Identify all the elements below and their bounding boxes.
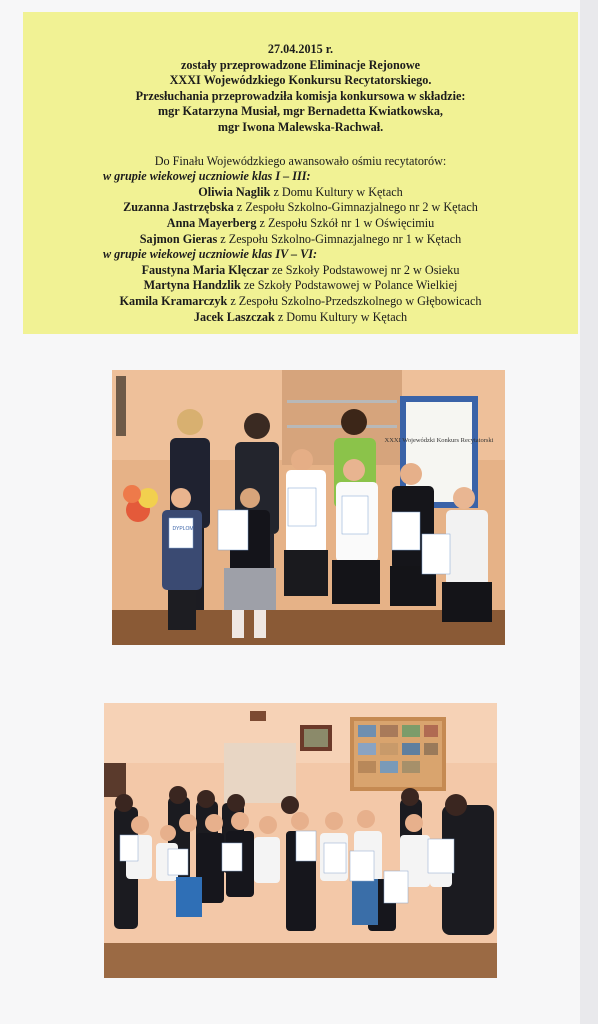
- finalist-school: z Zespołu Szkolno-Gimnazjalnego nr 2 w Kętach: [233, 200, 478, 215]
- finalist-name: Sajmon Gieras: [139, 231, 218, 246]
- finalist-school: ze Szkoły Podstawowej w Polance Wielkiej: [240, 278, 458, 293]
- announcement-date: 27.04.2015 r.: [267, 42, 334, 56]
- banner-text: XXXI Wojewódzki Konkurs Recytatorski: [384, 437, 494, 444]
- finalists-intro: Do Finału Wojewódzkiego awansowało ośmiu recytatorów:: [154, 153, 447, 168]
- finalist-school: z Domu Kultury w Kętach: [270, 184, 403, 199]
- group1-title: w grupie wiekowej uczniowie klas I – III:: [103, 169, 311, 184]
- finalist-school: z Zespołu Szkolno-Gimnazjalnego nr 1 w Kętach: [217, 231, 462, 246]
- finalist-row: [29, 216, 572, 232]
- intro-line-5: mgr Iwona Malewska-Rachwał.: [217, 119, 384, 134]
- finalist-school: z Zespołu Szkolno-Przedszkolnego w Głębowicach: [227, 293, 482, 308]
- finalist-name: Jacek Laszczak: [193, 309, 275, 324]
- group-photo: [104, 703, 497, 978]
- finalist-row: [29, 278, 572, 294]
- group2-title: w grupie wiekowej uczniowie klas IV – VI:: [103, 247, 318, 262]
- ceremony-photo: [112, 370, 505, 645]
- finalist-row: [29, 263, 572, 279]
- finalist-school: z Domu Kultury w Kętach: [274, 309, 408, 324]
- finalist-school: z Zespołu Szkół nr 1 w Oświęcimiu: [256, 215, 435, 230]
- announcement-box: [23, 12, 578, 334]
- finalist-row: [29, 232, 572, 248]
- finalist-row: [29, 310, 572, 326]
- finalist-name: Zuzanna Jastrzębska: [123, 200, 234, 215]
- finalist-row: [29, 185, 572, 201]
- page-edge: [580, 0, 598, 1024]
- finalist-name: Oliwia Naglik: [198, 184, 271, 199]
- intro-line-3: Przesłuchania przeprowadziła komisja konkursowa w składzie:: [135, 88, 466, 103]
- intro-line-1: zostały przeprowadzone Eliminacje Rejonowe: [180, 57, 421, 72]
- finalist-school: ze Szkoły Podstawowej nr 2 w Osieku: [268, 262, 460, 277]
- diploma-label: DYPLOM: [172, 526, 194, 532]
- finalist-row: [29, 294, 572, 310]
- intro-line-2: XXXI Wojewódzkiego Konkursu Recytatorskiego.: [169, 73, 432, 88]
- finalist-name: Kamila Kramarczyk: [119, 293, 228, 308]
- finalist-row: [29, 200, 572, 216]
- finalist-name: Martyna Handzlik: [143, 278, 241, 293]
- finalist-name: Anna Mayerberg: [166, 215, 257, 230]
- intro-line-4: mgr Katarzyna Musiał, mgr Bernadetta Kwiatkowska,: [158, 104, 443, 119]
- finalist-name: Faustyna Maria Klęczar: [141, 262, 269, 277]
